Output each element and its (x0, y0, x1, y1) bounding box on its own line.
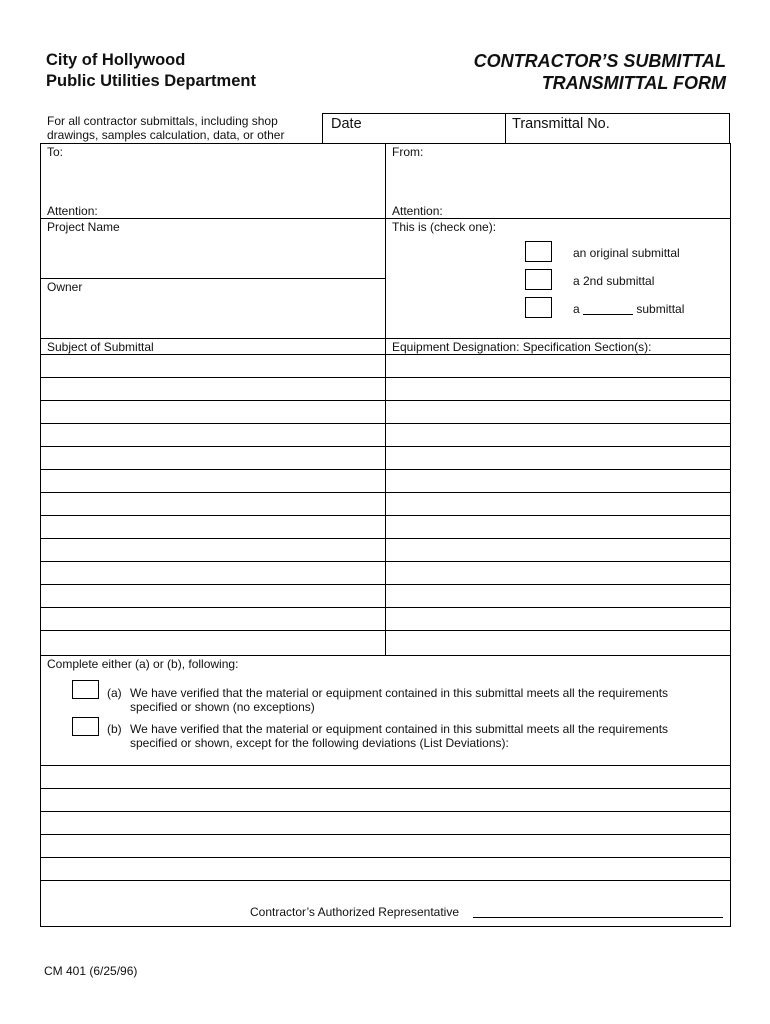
original-submittal-checkbox[interactable] (525, 241, 552, 262)
project-owner-rule (40, 278, 386, 279)
original-submittal-label: an original submittal (573, 246, 680, 260)
org-name: City of Hollywood (46, 51, 186, 69)
subject-field[interactable] (42, 355, 383, 377)
equipment-field[interactable] (387, 355, 729, 377)
equipment-field[interactable] (387, 539, 729, 561)
subject-field[interactable] (42, 608, 383, 630)
option-a-marker: (a) (107, 686, 122, 700)
subject-label: Subject of Submittal (47, 340, 154, 354)
transmittal-no-field[interactable] (620, 117, 725, 139)
attention-field-right[interactable] (450, 201, 726, 217)
project-name-field[interactable] (45, 240, 380, 262)
transmittal-no-label: Transmittal No. (512, 116, 610, 132)
equipment-field[interactable] (387, 516, 729, 538)
equipment-field[interactable] (387, 378, 729, 400)
form-title-line2: TRANSMITTAL FORM (541, 73, 726, 93)
attention-label-right: Attention: (392, 204, 443, 218)
equipment-field[interactable] (387, 447, 729, 469)
subject-field[interactable] (42, 447, 383, 469)
second-submittal-label: a 2nd submittal (573, 274, 655, 288)
option-b-text (130, 722, 720, 750)
subject-field[interactable] (42, 516, 383, 538)
date-divider (505, 113, 506, 144)
option-a-checkbox[interactable] (72, 680, 99, 699)
form-title (474, 50, 726, 94)
option-a-line1: We have verified that the material or equipment contained in this submittal meets all the requirements (130, 686, 669, 700)
option-b-line1: We have verified that the material or equipment contained in this submittal meets all the requirements (130, 722, 669, 736)
option-a-line2: specified or shown (no exceptions) (130, 700, 315, 714)
project-name-label: Project Name (47, 220, 120, 234)
subject-field[interactable] (42, 378, 383, 400)
subject-field[interactable] (42, 401, 383, 423)
from-label: From: (392, 145, 424, 159)
subject-field[interactable] (42, 470, 383, 492)
other-submittal-label (573, 302, 684, 316)
other-submittal-checkbox[interactable] (525, 297, 552, 318)
equipment-field[interactable] (387, 631, 729, 653)
deviation-field[interactable] (42, 766, 728, 788)
subject-field[interactable] (42, 493, 383, 515)
to-label: To: (47, 145, 64, 159)
equipment-field[interactable] (387, 401, 729, 423)
signature-label: Contractor’s Authorized Representative (250, 905, 460, 919)
attention-label-left: Attention: (47, 204, 98, 218)
equipment-field[interactable] (387, 608, 729, 630)
subject-field[interactable] (42, 424, 383, 446)
signature-line (473, 917, 723, 918)
owner-field[interactable] (45, 300, 380, 322)
subject-field[interactable] (42, 562, 383, 584)
center-divider (385, 143, 386, 655)
equipment-field[interactable] (387, 424, 729, 446)
subject-field[interactable] (42, 585, 383, 607)
deviation-field[interactable] (42, 858, 728, 880)
org-department: Public Utilities Department (46, 72, 256, 90)
second-submittal-checkbox[interactable] (525, 269, 552, 290)
from-field[interactable] (428, 144, 726, 166)
option-b-checkbox[interactable] (72, 717, 99, 736)
equipment-label: Equipment Designation: Specification Section(s): (392, 340, 652, 354)
option-a-text (130, 686, 720, 714)
date-field[interactable] (370, 117, 500, 139)
other-submittal-prefix: a (573, 302, 580, 316)
deviation-line (40, 880, 731, 881)
form-title-line1: CONTRACTOR’S SUBMITTAL (473, 51, 726, 71)
attention-field-left[interactable] (105, 201, 380, 217)
subject-field[interactable] (42, 539, 383, 561)
other-submittal-suffix: submittal (636, 302, 685, 316)
org-header (46, 50, 256, 92)
equipment-field[interactable] (387, 562, 729, 584)
subject-field[interactable] (42, 631, 383, 653)
equipment-field[interactable] (387, 470, 729, 492)
intro-text: For all contractor submittals, including shop drawings, samples calculation, data, or other (47, 114, 285, 142)
owner-bottom-rule (40, 338, 731, 339)
complete-either-label: Complete either (a) or (b), following: (47, 657, 239, 671)
date-label: Date (331, 116, 362, 132)
to-from-bottom-rule (40, 218, 731, 219)
check-one-label: This is (check one): (392, 220, 497, 234)
option-b-marker: (b) (107, 722, 122, 736)
signature-field[interactable] (473, 897, 723, 916)
to-field[interactable] (70, 144, 380, 166)
subject-section-bottom-rule (40, 655, 731, 656)
owner-label: Owner (47, 280, 83, 294)
other-submittal-blank[interactable] (583, 303, 633, 315)
deviation-field[interactable] (42, 812, 728, 834)
equipment-field[interactable] (387, 585, 729, 607)
deviation-field[interactable] (42, 835, 728, 857)
form-number: CM 401 (6/25/96) (44, 964, 138, 978)
equipment-field[interactable] (387, 493, 729, 515)
deviation-field[interactable] (42, 789, 728, 811)
option-b-line2: specified or shown, except for the following deviations (List Deviations): (130, 736, 509, 750)
